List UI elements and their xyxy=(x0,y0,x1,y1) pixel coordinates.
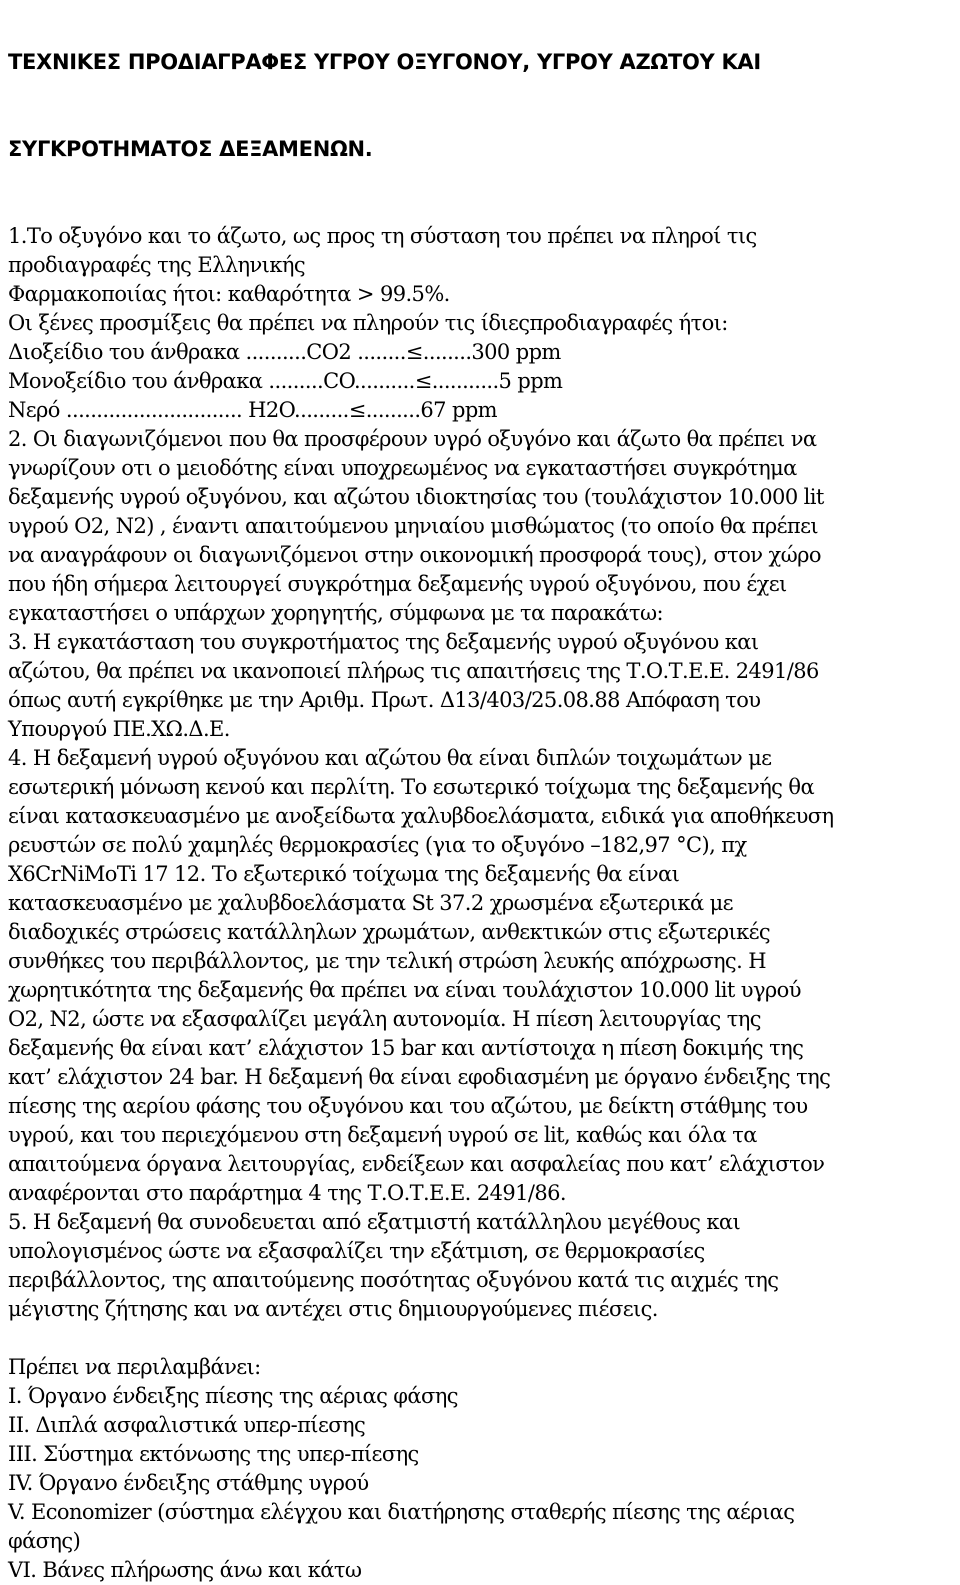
text-line: Νερό ............................. H2O.........≤.........67 ppm xyxy=(8,398,497,422)
text-line: Οι ξένες προσμίξεις θα πρέπει να πληρούν τις ίδιεςπροδιαγραφές ήτοι: xyxy=(8,311,728,335)
text-line: χωρητικότητα της δεξαμενής θα πρέπει να είναι τουλάχιστον 10.000 lit υγρού xyxy=(8,978,801,1002)
text-line: αναφέρονται στο παράρτημα 4 της Τ.Ο.Τ.Ε.Ε. 2491/86. xyxy=(8,1181,566,1205)
text-line: δεξαμενής θα είναι κατ’ ελάχιστον 15 bar και αντίστοιχα η πίεση δοκιμής της xyxy=(8,1036,804,1060)
text-line: διαδοχικές στρώσεις κατάλληλων χρωμάτων, ανθεκτικών στις εξωτερικές xyxy=(8,920,771,944)
list-item: II. Διπλά ασφαλιστικά υπερ-πίεσης xyxy=(8,1413,366,1437)
text-line: Φαρμακοποιίας ήτοι: καθαρότητα > 99.5%. xyxy=(8,282,450,306)
list-item: V. Economizer (σύστημα ελέγχου και διατήρησης σταθερής πίεσης της αέριας xyxy=(8,1500,795,1524)
requirements-list xyxy=(8,1353,952,1585)
text-line: Υπουργού ΠΕ.ΧΩ.Δ.Ε. xyxy=(8,717,230,741)
text-line: δεξαμενής υγρού οξυγόνου, και αζώτου ιδιοκτησίας του (τουλάχιστον 10.000 lit xyxy=(8,485,824,509)
text-line: να αναγράφουν οι διαγωνιζόμενοι στην οικονομική προσφορά τους), στον χώρο xyxy=(8,543,821,567)
body-text xyxy=(8,222,952,1324)
text-line: Μονοξείδιο του άνθρακα .........CO..........≤...........5 ppm xyxy=(8,369,563,393)
text-line: μέγιστης ζήτησης και να αντέχει στις δημιουργούμενες πιέσεις. xyxy=(8,1297,658,1321)
text-line: πίεσης της αερίου φάσης του οξυγόνου και του αζώτου, με δείκτη στάθμης του xyxy=(8,1094,808,1118)
text-line: Ο2, Ν2, ώστε να εξασφαλίζει μεγάλη αυτονομία. Η πίεση λειτουργίας της xyxy=(8,1007,761,1031)
text-line: κατασκευασμένο με χαλυβδοελάσματα St 37.2 χρωσμένα εξωτερικά με xyxy=(8,891,733,915)
text-line: X6CrNiMoTi 17 12. Το εξωτερικό τοίχωμα της δεξαμενής θα είναι xyxy=(8,862,680,886)
list-item: IV. Όργανο ένδειξης στάθμης υγρού xyxy=(8,1471,369,1495)
text-line: Διοξείδιο του άνθρακα ..........CO2 ........≤........300 ppm xyxy=(8,340,561,364)
list-item: I. Όργανο ένδειξης πίεσης της αέριας φάσης xyxy=(8,1384,458,1408)
text-line: όπως αυτή εγκρίθηκε με την Αριθμ. Πρωτ. Δ13/403/25.08.88 Απόφαση του xyxy=(8,688,761,712)
text-line: 3. Η εγκατάσταση του συγκροτήματος της δεξαμενής υγρού οξυγόνου και xyxy=(8,630,759,654)
text-line: απαιτούμενα όργανα λειτουργίας, ενδείξεων και ασφαλείας που κατ’ ελάχιστον xyxy=(8,1152,825,1176)
text-line: 2. Οι διαγωνιζόμενοι που θα προσφέρουν υγρό οξυγόνο και άζωτο θα πρέπει να xyxy=(8,427,817,451)
text-line: συνθήκες του περιβάλλοντος, με την τελική στρώση λευκής απόχρωσης. Η xyxy=(8,949,766,973)
text-line: είναι κατασκευασμένο με ανοξείδωτα χαλυβδοελάσματα, ειδικά για αποθήκευση xyxy=(8,804,834,828)
text-line: περιβάλλοντος, της απαιτούμενης ποσότητας οξυγόνου κατά τις αιχμές της xyxy=(8,1268,779,1292)
text-line: προδιαγραφές της Ελληνικής xyxy=(8,253,305,277)
list-intro: Πρέπει να περιλαμβάνει: xyxy=(8,1355,261,1379)
text-line: 1.Το οξυγόνο και το άζωτο, ως προς τη σύσταση του πρέπει να πληροί τις xyxy=(8,224,757,248)
text-line: ρευστών σε πολύ χαμηλές θερμοκρασίες (για το οξυγόνο –182,97 °C), πχ xyxy=(8,833,747,857)
text-line: που ήδη σήμερα λειτουργεί συγκρότημα δεξαμενής υγρού οξυγόνου, που έχει xyxy=(8,572,787,596)
text-line: αζώτου, θα πρέπει να ικανοποιεί πλήρως τις απαιτήσεις της Τ.Ο.Τ.Ε.Ε. 2491/86 xyxy=(8,659,819,683)
list-item: φάσης) xyxy=(8,1529,81,1553)
text-line: 5. Η δεξαμενή θα συνοδευεται από εξατμιστή κατάλληλου μεγέθους και xyxy=(8,1210,741,1234)
title-line: ΤΕΧΝΙΚΕΣ ΠΡΟΔΙΑΓΡΑΦΕΣ ΥΓΡΟΥ ΟΞΥΓΟΝΟΥ, ΥΓΡΟΥ ΑΖΩΤΟΥ ΚΑΙ xyxy=(8,50,761,74)
text-line: γνωρίζουν οτι ο μειοδότης είναι υποχρεωμένος να εγκαταστήσει συγκρότημα xyxy=(8,456,797,480)
paragraph-gap xyxy=(8,1324,952,1353)
text-line: κατ’ ελάχιστον 24 bar. Η δεξαμενή θα είναι εφοδιασμένη με όργανο ένδειξης της xyxy=(8,1065,831,1089)
text-line: εγκαταστήσει ο υπάρχων χορηγητής, σύμφωνα με τα παρακάτω: xyxy=(8,601,663,625)
text-line: 4. Η δεξαμενή υγρού οξυγόνου και αζώτου θα είναι διπλών τοιχωμάτων με xyxy=(8,746,772,770)
list-item: VI. Βάνες πλήρωσης άνω και κάτω xyxy=(8,1558,362,1582)
list-item: III. Σύστημα εκτόνωσης της υπερ-πίεσης xyxy=(8,1442,419,1466)
text-line: εσωτερική μόνωση κενού και περλίτη. Το εσωτερικό τοίχωμα της δεξαμενής θα xyxy=(8,775,815,799)
text-line: υπολογισμένος ώστε να εξασφαλίζει την εξάτμιση, σε θερμοκρασίες xyxy=(8,1239,705,1263)
document-title xyxy=(8,0,952,222)
title-line: ΣΥΓΚΡΟΤΗΜΑΤΟΣ ΔΕΞΑΜΕΝΩΝ. xyxy=(8,137,373,161)
text-line: υγρού Ο2, Ν2) , έναντι απαιτούμενου μηνιαίου μισθώματος (το οποίο θα πρέπει xyxy=(8,514,819,538)
text-line: υγρού, και του περιεχόμενου στη δεξαμενή υγρού σε lit, καθώς και όλα τα xyxy=(8,1123,757,1147)
